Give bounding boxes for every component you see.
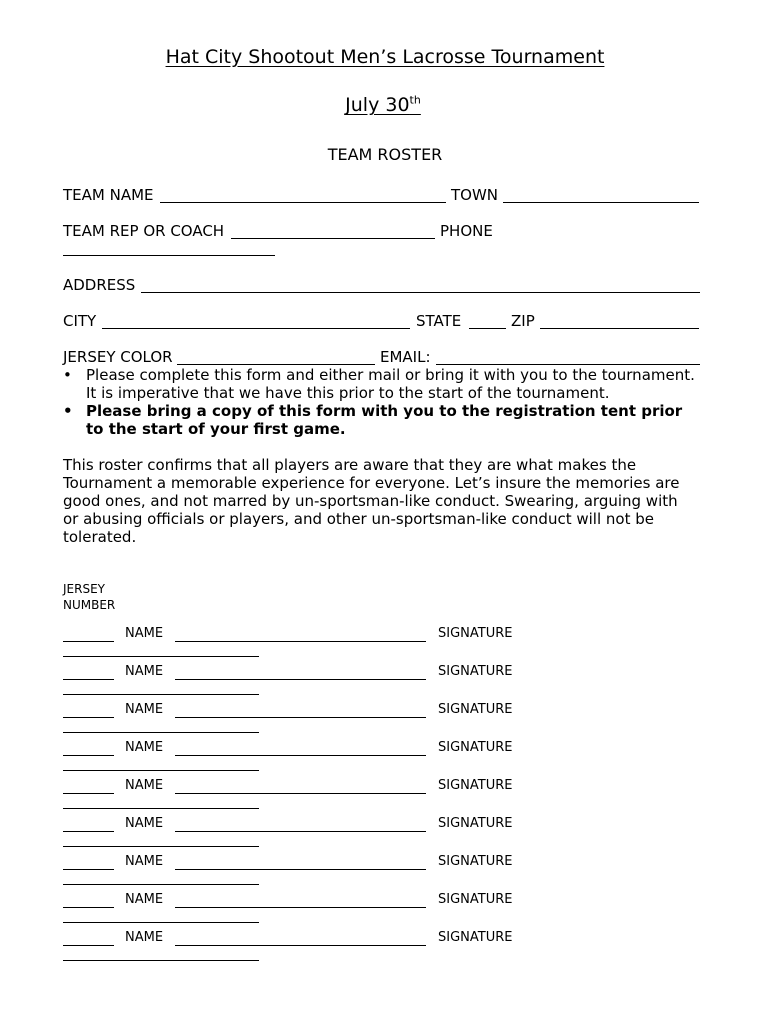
zip-label: ZIP — [511, 312, 535, 330]
address-label: ADDRESS — [63, 276, 136, 294]
jersey-color-field[interactable] — [177, 364, 375, 365]
city-field[interactable] — [102, 328, 410, 329]
jersey-header-line: NUMBER — [63, 598, 116, 612]
signature-field[interactable] — [63, 846, 259, 847]
state-field[interactable] — [469, 328, 506, 329]
roster-heading: TEAM ROSTER — [327, 145, 443, 164]
bullet-text: Please bring a copy of this form with you to the registration tent prior — [86, 402, 683, 420]
paragraph-line: This roster confirms that all players are aware that they are what makes the — [63, 456, 637, 474]
signature-label: SIGNATURE — [438, 740, 513, 755]
signature-label: SIGNATURE — [438, 626, 513, 641]
team-name-field[interactable] — [160, 202, 446, 203]
signature-label: SIGNATURE — [438, 930, 513, 945]
jersey-color-label: JERSEY COLOR — [63, 348, 173, 366]
name-field[interactable] — [175, 641, 426, 642]
team-name-label: TEAM NAME — [63, 186, 154, 204]
jersey-number-field[interactable] — [63, 945, 114, 946]
email-field[interactable] — [436, 364, 700, 365]
paragraph-line: Tournament a memorable experience for everyone. Let’s insure the memories are — [63, 474, 680, 492]
bullet-text: It is imperative that we have this prior to the start of the tournament. — [86, 384, 610, 402]
jersey-number-field[interactable] — [63, 717, 114, 718]
signature-label: SIGNATURE — [438, 702, 513, 717]
team-rep-field[interactable] — [231, 238, 435, 239]
state-label: STATE — [416, 312, 462, 330]
bullet-icon: • — [63, 366, 72, 384]
address-field[interactable] — [141, 292, 700, 293]
town-field[interactable] — [503, 202, 699, 203]
team-rep-label: TEAM REP OR COACH — [63, 222, 225, 240]
jersey-number-header — [63, 581, 115, 613]
signature-label: SIGNATURE — [438, 854, 513, 869]
name-label: NAME — [125, 778, 164, 793]
bullet-text: Please complete this form and either mail or bring it with you to the tournament. — [86, 366, 695, 384]
conduct-paragraph — [63, 456, 703, 546]
signature-field[interactable] — [63, 770, 259, 771]
jersey-header-line: JERSEY — [63, 582, 105, 596]
signature-field[interactable] — [63, 732, 259, 733]
tournament-date — [0, 94, 770, 116]
name-label: NAME — [125, 854, 164, 869]
date-suffix: th — [409, 94, 421, 107]
name-field[interactable] — [175, 831, 426, 832]
name-label: NAME — [125, 892, 164, 907]
date-text: July 30 — [345, 94, 410, 117]
signature-field[interactable] — [63, 960, 259, 961]
paragraph-line: or abusing officials or players, and other un-sportsman-like conduct will not be — [63, 510, 654, 528]
name-label: NAME — [125, 626, 164, 641]
name-field[interactable] — [175, 869, 426, 870]
jersey-number-field[interactable] — [63, 755, 114, 756]
name-label: NAME — [125, 930, 164, 945]
jersey-number-field[interactable] — [63, 907, 114, 908]
name-label: NAME — [125, 664, 164, 679]
signature-field[interactable] — [63, 694, 259, 695]
jersey-number-field[interactable] — [63, 793, 114, 794]
name-field[interactable] — [175, 793, 426, 794]
signature-label: SIGNATURE — [438, 816, 513, 831]
paragraph-line: good ones, and not marred by un-sportsman-like conduct. Swearing, arguing with — [63, 492, 678, 510]
jersey-number-field[interactable] — [63, 869, 114, 870]
phone-label: PHONE — [440, 222, 493, 240]
name-field[interactable] — [175, 907, 426, 908]
jersey-number-field[interactable] — [63, 679, 114, 680]
city-label: CITY — [63, 312, 97, 330]
signature-label: SIGNATURE — [438, 892, 513, 907]
jersey-number-field[interactable] — [63, 641, 114, 642]
signature-label: SIGNATURE — [438, 664, 513, 679]
paragraph-line: tolerated. — [63, 528, 137, 546]
jersey-number-field[interactable] — [63, 831, 114, 832]
name-field[interactable] — [175, 755, 426, 756]
form-title: Hat City Shootout Men’s Lacrosse Tournament — [165, 46, 605, 68]
bullet-text: to the start of your first game. — [86, 420, 346, 438]
name-label: NAME — [125, 702, 164, 717]
name-label: NAME — [125, 816, 164, 831]
name-field[interactable] — [175, 679, 426, 680]
name-field[interactable] — [175, 945, 426, 946]
bullet-icon: • — [63, 402, 73, 420]
zip-field[interactable] — [540, 328, 699, 329]
town-label: TOWN — [451, 186, 499, 204]
signature-field[interactable] — [63, 808, 259, 809]
signature-label: SIGNATURE — [438, 778, 513, 793]
signature-field[interactable] — [63, 656, 259, 657]
name-field[interactable] — [175, 717, 426, 718]
email-label: EMAIL: — [380, 348, 431, 366]
signature-field[interactable] — [63, 884, 259, 885]
name-label: NAME — [125, 740, 164, 755]
phone-field[interactable] — [63, 255, 275, 256]
signature-field[interactable] — [63, 922, 259, 923]
